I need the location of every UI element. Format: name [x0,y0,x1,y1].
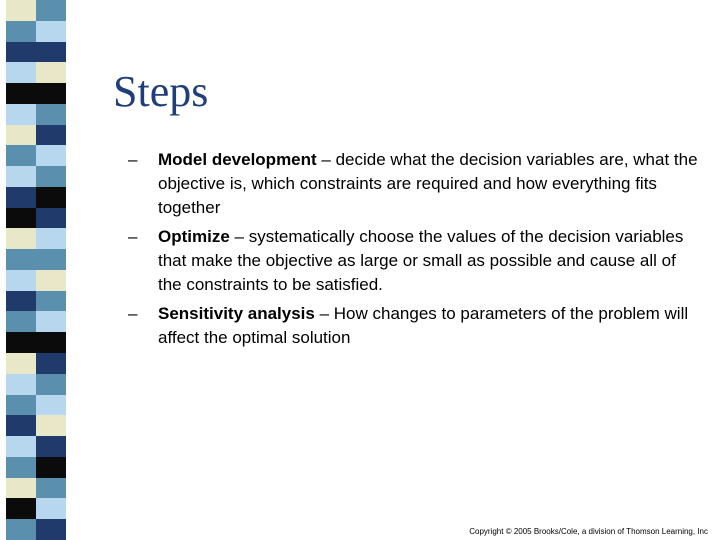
stripe-block [6,208,36,229]
bullet-item-model-development [128,148,703,220]
stripe-block [6,457,36,478]
stripe-block [36,498,66,519]
stripe-block [6,519,36,540]
stripe-block [36,457,66,478]
stripe-block [36,374,66,395]
bullet-separator: – [229,227,249,246]
stripe-block [6,311,36,332]
bullet-marker: – [128,150,138,169]
stripe-block [36,187,66,208]
stripe-block [6,21,36,42]
copyright-footer: Copyright © 2005 Brooks/Cole, a division of Thomson Learning, Inc [469,527,708,536]
stripe-block [36,478,66,499]
stripe-block [6,166,36,187]
stripe-block [36,332,66,353]
stripe-block [6,332,36,353]
bullet-item-optimize [128,225,703,297]
stripe-block [36,62,66,83]
stripe-block [6,415,36,436]
stripe-block [6,228,36,249]
bullet-marker: – [128,304,138,323]
stripe-block [6,374,36,395]
bullet-item-sensitivity-analysis [128,302,703,350]
bullet-separator: – [314,304,334,323]
stripe-block [36,145,66,166]
stripe-block [6,249,36,270]
stripe-block [6,291,36,312]
decorative-stripe-left [6,0,36,540]
bullet-term: Model development [158,150,317,169]
stripe-block [36,42,66,63]
stripe-block [6,83,36,104]
slide-title: Steps [113,67,209,116]
stripe-block [6,436,36,457]
bullet-text: systematically choose the values of the decision variables that make the objective as large or small as possible and cause all of the constraints to be satisfied. [158,227,684,294]
stripe-block [36,270,66,291]
bullet-term: Optimize [158,227,230,246]
decorative-stripe-right [36,0,66,540]
stripe-block [6,145,36,166]
stripe-block [36,415,66,436]
stripe-block [36,0,66,21]
bullet-marker: – [128,227,138,246]
stripe-block [6,42,36,63]
stripe-block [36,395,66,416]
stripe-block [36,436,66,457]
stripe-block [6,498,36,519]
stripe-block [6,187,36,208]
stripe-block [36,208,66,229]
bullet-text: decide what the decision variables are, what the objective is, which constraints are required and how everything fits together [158,150,698,217]
stripe-block [36,249,66,270]
stripe-block [36,228,66,249]
bullet-text: How changes to parameters of the problem will affect the optimal solution [158,304,689,347]
bullet-term: Sensitivity analysis [158,304,315,323]
stripe-block [36,83,66,104]
stripe-block [36,353,66,374]
stripe-block [36,166,66,187]
bullet-separator: – [316,150,336,169]
stripe-block [6,395,36,416]
stripe-block [6,62,36,83]
stripe-block [6,353,36,374]
stripe-block [36,311,66,332]
stripe-block [6,270,36,291]
stripe-block [6,104,36,125]
stripe-block [36,104,66,125]
stripe-block [36,519,66,540]
stripe-block [6,0,36,21]
bullet-list [128,148,703,355]
stripe-block [36,125,66,146]
stripe-block [36,21,66,42]
stripe-block [6,125,36,146]
stripe-block [6,478,36,499]
stripe-block [36,291,66,312]
